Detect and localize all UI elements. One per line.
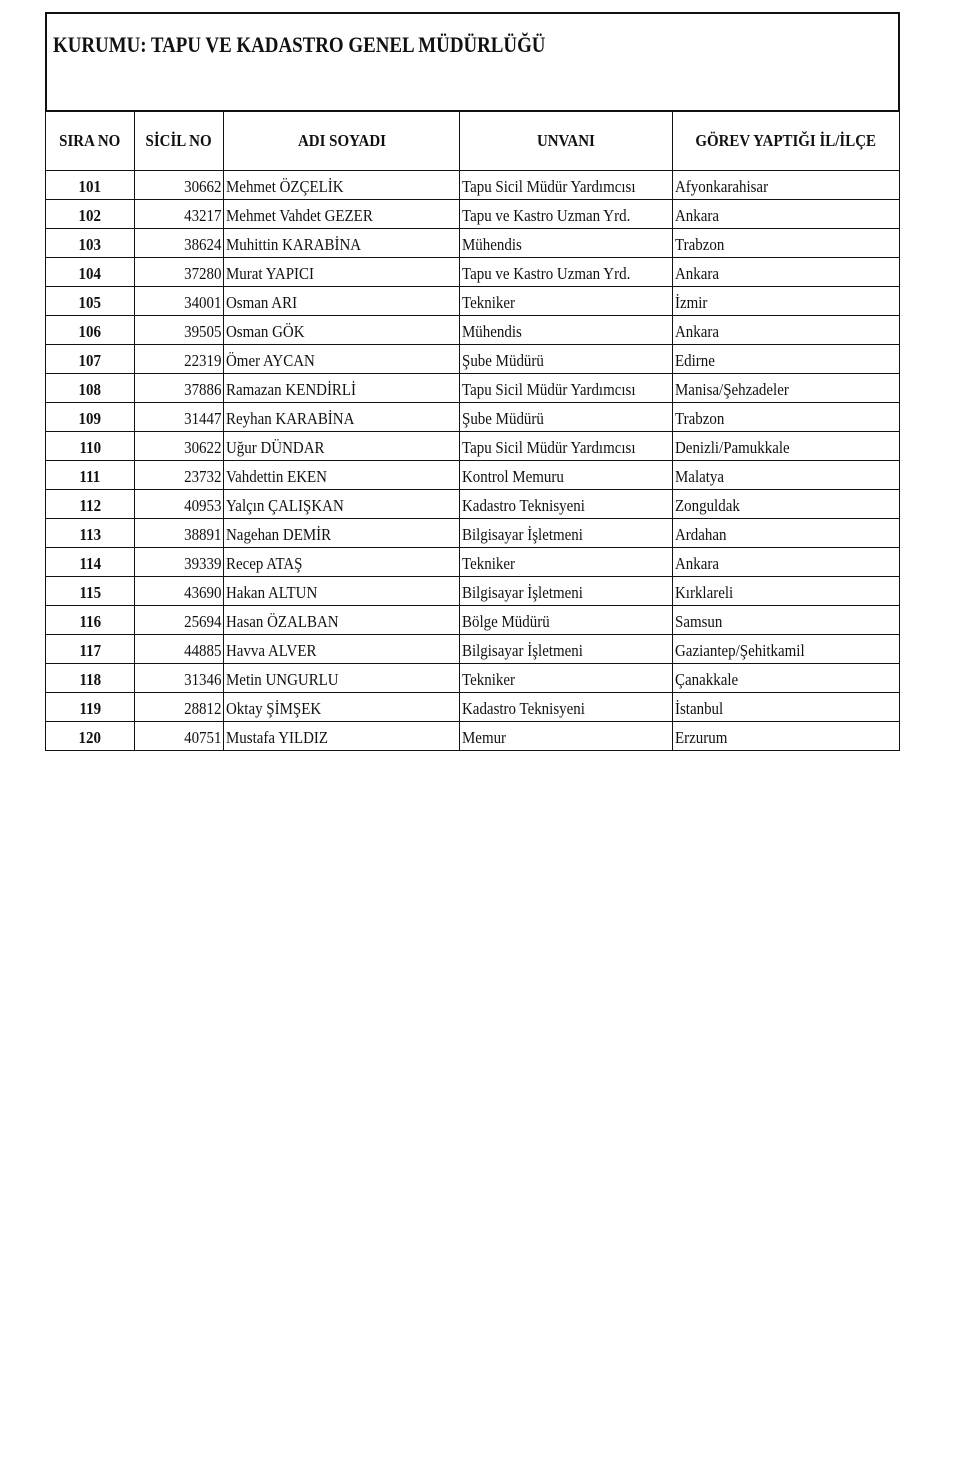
cell-unvani: Tapu Sicil Müdür Yardımcısı	[460, 374, 673, 403]
table-row	[46, 490, 900, 519]
cell-sira-no: 119	[46, 693, 135, 722]
table-row	[46, 374, 900, 403]
cell-sicil-no: 37280	[135, 258, 224, 287]
cell-gorev-yeri: Erzurum	[673, 722, 900, 751]
cell-unvani: Tekniker	[460, 287, 673, 316]
column-header-sira-no: SIRA NO	[46, 111, 135, 171]
table-header-row	[46, 111, 900, 171]
cell-gorev-yeri: Denizli/Pamukkale	[673, 432, 900, 461]
cell-sicil-no: 22319	[135, 345, 224, 374]
cell-adi-soyadi: Nagehan DEMİR	[224, 519, 460, 548]
cell-adi-soyadi: Ömer AYCAN	[224, 345, 460, 374]
cell-gorev-yeri: Edirne	[673, 345, 900, 374]
cell-gorev-yeri: Ankara	[673, 200, 900, 229]
cell-sira-no: 101	[46, 171, 135, 200]
cell-unvani: Mühendis	[460, 316, 673, 345]
column-header-unvani: UNVANI	[460, 111, 673, 171]
cell-gorev-yeri: Gaziantep/Şehitkamil	[673, 635, 900, 664]
cell-gorev-yeri: Malatya	[673, 461, 900, 490]
cell-adi-soyadi: Mehmet ÖZÇELİK	[224, 171, 460, 200]
cell-sira-no: 109	[46, 403, 135, 432]
cell-gorev-yeri: Ankara	[673, 258, 900, 287]
cell-sira-no: 105	[46, 287, 135, 316]
cell-sira-no: 113	[46, 519, 135, 548]
cell-sicil-no: 38891	[135, 519, 224, 548]
institution-title: KURUMU: TAPU VE KADASTRO GENEL MÜDÜRLÜĞÜ	[53, 32, 546, 57]
table-row	[46, 664, 900, 693]
table-row	[46, 316, 900, 345]
cell-unvani: Tekniker	[460, 548, 673, 577]
table-row	[46, 722, 900, 751]
cell-adi-soyadi: Recep ATAŞ	[224, 548, 460, 577]
table-row	[46, 461, 900, 490]
table-row	[46, 258, 900, 287]
cell-gorev-yeri: Çanakkale	[673, 664, 900, 693]
cell-unvani: Şube Müdürü	[460, 403, 673, 432]
cell-sicil-no: 39505	[135, 316, 224, 345]
cell-gorev-yeri: İstanbul	[673, 693, 900, 722]
cell-gorev-yeri: İzmir	[673, 287, 900, 316]
cell-sira-no: 112	[46, 490, 135, 519]
table-row	[46, 229, 900, 258]
table-row	[46, 403, 900, 432]
cell-sicil-no: 40751	[135, 722, 224, 751]
table-row	[46, 519, 900, 548]
cell-sira-no: 115	[46, 577, 135, 606]
table-row	[46, 693, 900, 722]
cell-unvani: Tapu ve Kastro Uzman Yrd.	[460, 200, 673, 229]
cell-adi-soyadi: Reyhan KARABİNA	[224, 403, 460, 432]
cell-gorev-yeri: Ankara	[673, 548, 900, 577]
cell-gorev-yeri: Trabzon	[673, 229, 900, 258]
cell-sira-no: 102	[46, 200, 135, 229]
cell-sira-no: 114	[46, 548, 135, 577]
cell-unvani: Tekniker	[460, 664, 673, 693]
cell-sira-no: 107	[46, 345, 135, 374]
cell-adi-soyadi: Hakan ALTUN	[224, 577, 460, 606]
column-header-gorev-yeri: GÖREV YAPTIĞI İL/İLÇE	[673, 111, 900, 171]
cell-sicil-no: 38624	[135, 229, 224, 258]
cell-gorev-yeri: Afyonkarahisar	[673, 171, 900, 200]
cell-sira-no: 111	[46, 461, 135, 490]
cell-adi-soyadi: Osman ARI	[224, 287, 460, 316]
table-row	[46, 345, 900, 374]
table-row	[46, 606, 900, 635]
cell-sira-no: 104	[46, 258, 135, 287]
cell-adi-soyadi: Vahdettin EKEN	[224, 461, 460, 490]
cell-gorev-yeri: Kırklareli	[673, 577, 900, 606]
cell-unvani: Mühendis	[460, 229, 673, 258]
cell-unvani: Tapu Sicil Müdür Yardımcısı	[460, 432, 673, 461]
cell-sicil-no: 25694	[135, 606, 224, 635]
cell-adi-soyadi: Havva ALVER	[224, 635, 460, 664]
cell-sira-no: 108	[46, 374, 135, 403]
institution-header	[45, 12, 900, 110]
cell-sicil-no: 30662	[135, 171, 224, 200]
cell-sira-no: 110	[46, 432, 135, 461]
cell-sicil-no: 34001	[135, 287, 224, 316]
cell-gorev-yeri: Manisa/Şehzadeler	[673, 374, 900, 403]
cell-sicil-no: 39339	[135, 548, 224, 577]
cell-sicil-no: 40953	[135, 490, 224, 519]
column-header-sicil-no: SİCİL NO	[135, 111, 224, 171]
cell-sira-no: 103	[46, 229, 135, 258]
table-row	[46, 287, 900, 316]
cell-adi-soyadi: Yalçın ÇALIŞKAN	[224, 490, 460, 519]
cell-adi-soyadi: Oktay ŞİMŞEK	[224, 693, 460, 722]
table-row	[46, 548, 900, 577]
cell-unvani: Bilgisayar İşletmeni	[460, 519, 673, 548]
table-row	[46, 200, 900, 229]
personnel-sheet	[45, 12, 900, 751]
table-body	[46, 171, 900, 751]
cell-adi-soyadi: Ramazan KENDİRLİ	[224, 374, 460, 403]
cell-sira-no: 117	[46, 635, 135, 664]
cell-adi-soyadi: Mehmet Vahdet GEZER	[224, 200, 460, 229]
cell-sicil-no: 31447	[135, 403, 224, 432]
table-row	[46, 577, 900, 606]
cell-sira-no: 106	[46, 316, 135, 345]
table-row	[46, 432, 900, 461]
cell-adi-soyadi: Mustafa YILDIZ	[224, 722, 460, 751]
cell-sira-no: 118	[46, 664, 135, 693]
cell-adi-soyadi: Hasan ÖZALBAN	[224, 606, 460, 635]
cell-gorev-yeri: Zonguldak	[673, 490, 900, 519]
table-row	[46, 171, 900, 200]
cell-gorev-yeri: Ankara	[673, 316, 900, 345]
cell-unvani: Bilgisayar İşletmeni	[460, 635, 673, 664]
cell-unvani: Kontrol Memuru	[460, 461, 673, 490]
personnel-table	[45, 110, 900, 751]
cell-sira-no: 120	[46, 722, 135, 751]
cell-sicil-no: 31346	[135, 664, 224, 693]
cell-adi-soyadi: Muhittin KARABİNA	[224, 229, 460, 258]
cell-unvani: Tapu ve Kastro Uzman Yrd.	[460, 258, 673, 287]
cell-adi-soyadi: Murat YAPICI	[224, 258, 460, 287]
cell-adi-soyadi: Metin UNGURLU	[224, 664, 460, 693]
cell-gorev-yeri: Samsun	[673, 606, 900, 635]
cell-unvani: Kadastro Teknisyeni	[460, 693, 673, 722]
cell-sicil-no: 23732	[135, 461, 224, 490]
cell-unvani: Bölge Müdürü	[460, 606, 673, 635]
table-row	[46, 635, 900, 664]
cell-unvani: Bilgisayar İşletmeni	[460, 577, 673, 606]
cell-unvani: Şube Müdürü	[460, 345, 673, 374]
cell-sicil-no: 30622	[135, 432, 224, 461]
cell-sira-no: 116	[46, 606, 135, 635]
cell-unvani: Memur	[460, 722, 673, 751]
cell-adi-soyadi: Uğur DÜNDAR	[224, 432, 460, 461]
cell-sicil-no: 43690	[135, 577, 224, 606]
cell-adi-soyadi: Osman GÖK	[224, 316, 460, 345]
cell-gorev-yeri: Ardahan	[673, 519, 900, 548]
cell-unvani: Tapu Sicil Müdür Yardımcısı	[460, 171, 673, 200]
cell-gorev-yeri: Trabzon	[673, 403, 900, 432]
column-header-adi-soyadi: ADI SOYADI	[224, 111, 460, 171]
cell-sicil-no: 43217	[135, 200, 224, 229]
cell-sicil-no: 44885	[135, 635, 224, 664]
cell-unvani: Kadastro Teknisyeni	[460, 490, 673, 519]
cell-sicil-no: 28812	[135, 693, 224, 722]
cell-sicil-no: 37886	[135, 374, 224, 403]
